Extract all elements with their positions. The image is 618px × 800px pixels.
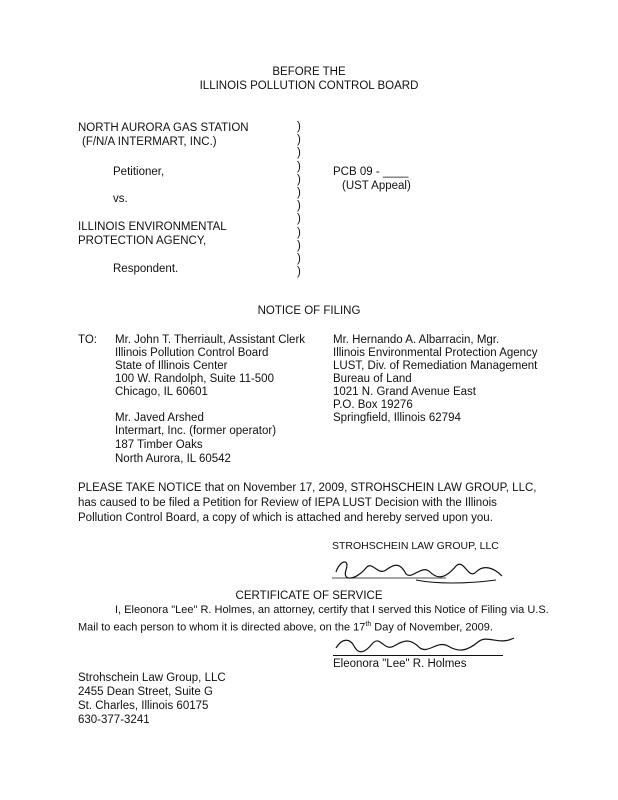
recipient-line: 100 W. Randolph, Suite 11-500 (115, 373, 274, 385)
recipient-line: Chicago, IL 60601 (115, 386, 208, 398)
notice-body-line: has caused to be filed a Petition for Review of IEPA LUST Decision with the Illinois (78, 497, 497, 509)
recipient-line: 1021 N. Grand Avenue East (333, 386, 476, 398)
case-type: (UST Appeal) (342, 180, 411, 192)
paren: ) (297, 121, 301, 133)
petitioner-label: Petitioner, (113, 166, 165, 178)
recipient-line: LUST, Div. of Remediation Management (333, 360, 538, 372)
paren: ) (297, 266, 301, 279)
firm-address-line: St. Charles, Illinois 60175 (78, 700, 209, 712)
certificate-line-1: I, Eleonora "Lee" R. Holmes, an attorney, certify that I served this Notice of Filing via U.S. (115, 604, 549, 616)
recipient-line: Springfield, Illinois 62794 (333, 412, 461, 424)
recipient-line: Illinois Environmental Protection Agency (333, 347, 538, 359)
respondent-name-line-2: PROTECTION AGENCY, (78, 235, 207, 247)
firm-signature-label: STROHSCHEIN LAW GROUP, LLC (332, 540, 499, 552)
paren: ) (297, 226, 301, 239)
recipient-line: Mr. Javed Arshed (115, 412, 204, 424)
handwritten-signature-attorney (328, 624, 528, 658)
recipient-line: Bureau of Land (333, 373, 412, 385)
header-before-the: BEFORE THE (272, 66, 346, 78)
respondent-label: Respondent. (113, 263, 179, 275)
paren: ) (297, 134, 301, 147)
recipient-line: North Aurora, IL 60542 (115, 453, 231, 465)
firm-address-line: Strohschein Law Group, LLC (78, 672, 226, 684)
recipient-line: State of Illinois Center (115, 360, 228, 372)
respondent-name-line-1: ILLINOIS ENVIRONMENTAL (78, 221, 227, 233)
firm-address-line: 2455 Dean Street, Suite G (78, 686, 213, 698)
to-label: TO: (78, 334, 97, 346)
header-board-name: ILLINOIS POLLUTION CONTROL BOARD (199, 80, 419, 92)
recipient-line: 187 Timber Oaks (115, 439, 203, 451)
paren: ) (297, 239, 301, 252)
paren: ) (297, 213, 301, 226)
recipient-line: P.O. Box 19276 (333, 399, 413, 411)
recipient-line: Illinois Pollution Control Board (115, 347, 269, 359)
notice-of-filing-title: NOTICE OF FILING (257, 305, 361, 317)
case-number: PCB 09 - ____ (333, 166, 409, 178)
recipient-line: Mr. Hernando A. Albarracin, Mgr. (333, 334, 500, 346)
paren: ) (297, 186, 301, 199)
recipient-line: Intermart, Inc. (former operator) (115, 425, 277, 437)
recipient-line: Mr. John T. Therriault, Assistant Clerk (115, 334, 306, 346)
paren: ) (297, 252, 301, 265)
versus-label: vs. (113, 193, 128, 205)
firm-address-line: 630-377-3241 (78, 714, 150, 726)
certificate-signer-name: Eleonora "Lee" R. Holmes (333, 658, 467, 670)
petitioner-name-line-2: (F/N/A INTERMART, INC.) (82, 136, 217, 148)
notice-body-line: Pollution Control Board, a copy of which is attached and hereby served upon you. (78, 512, 493, 524)
paren: ) (297, 160, 301, 173)
paren: ) (297, 147, 301, 160)
paren: ) (297, 200, 301, 213)
paren: ) (297, 173, 301, 186)
handwritten-signature-firm (326, 550, 526, 588)
certificate-title: CERTIFICATE OF SERVICE (235, 590, 383, 602)
notice-body-line: PLEASE TAKE NOTICE that on November 17, 2009, STROHSCHEIN LAW GROUP, LLC, (78, 482, 537, 494)
caption-parenthesis-column (297, 121, 301, 279)
petitioner-name-line-1: NORTH AURORA GAS STATION (78, 122, 249, 134)
certificate-line-2: Mail to each person to whom it is directed above, on the 17th Day of November, 2009. (78, 621, 493, 634)
signature-line (333, 655, 503, 656)
